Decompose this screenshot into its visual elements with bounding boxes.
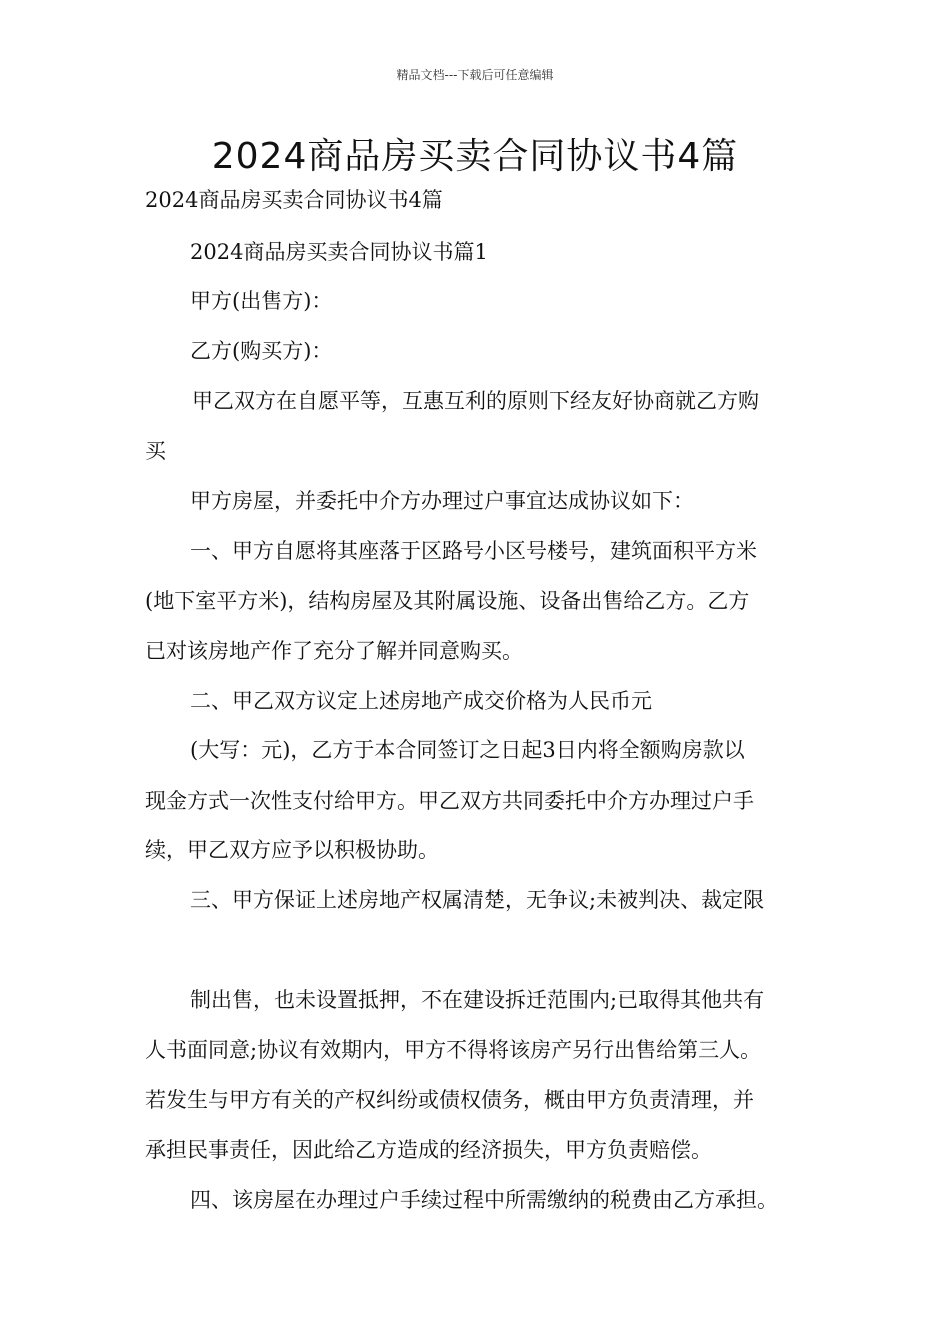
clause-2-line: 现金方式一次性支付给甲方。甲乙双方共同委托中介方办理过户手 [145,789,754,813]
clause-1-line: 已对该房地产作了充分了解并同意购买。 [145,639,523,663]
section-heading: 2024商品房买卖合同协议书篇1 [190,240,488,264]
clause-2-line: 二、甲乙双方议定上述房地产成交价格为人民币元 [190,689,652,713]
document-title: 2024商品房买卖合同协议书4篇 [211,136,739,177]
header-note: 精品文档---下载后可任意编辑 [396,68,554,82]
party-a-line: 甲方(出售方)： [190,289,333,313]
clause-3-line: 制出售，也未设置抵押，不在建设拆迁范围内;已取得其他共有 [190,988,765,1012]
clause-3-line: 承担民事责任，因此给乙方造成的经济损失，甲方负责赔偿。 [145,1138,712,1162]
clause-1-line: 一、甲方自愿将其座落于区路号小区号楼号，建筑面积平方米 [190,539,757,563]
paragraph-line: 买 [145,439,166,463]
clause-3-line: 若发生与甲方有关的产权纠纷或债权债务，概由甲方负责清理，并 [145,1088,754,1112]
party-b-line: 乙方(购买方)： [190,339,333,363]
clause-1-line: (地下室平方米)，结构房屋及其附属设施、设备出售给乙方。乙方 [145,589,750,613]
paragraph-line: 甲方房屋，并委托中介方办理过户事宜达成协议如下： [190,489,694,513]
clause-3-line: 人书面同意;协议有效期内，甲方不得将该房产另行出售给第三人。 [145,1038,762,1062]
clause-2-line: (大写：元)，乙方于本合同签订之日起3日内将全额购房款以 [190,738,745,762]
subtitle-line: 2024商品房买卖合同协议书4篇 [145,188,443,212]
paragraph-line: 甲乙双方在自愿平等，互惠互利的原则下经友好协商就乙方购 [192,389,759,413]
clause-4-line: 四、该房屋在办理过户手续过程中所需缴纳的税费由乙方承担。 [190,1188,778,1212]
clause-2-line: 续，甲乙双方应予以积极协助。 [145,838,439,862]
clause-3-line: 三、甲方保证上述房地产权属清楚，无争议;未被判决、裁定限 [190,888,765,912]
